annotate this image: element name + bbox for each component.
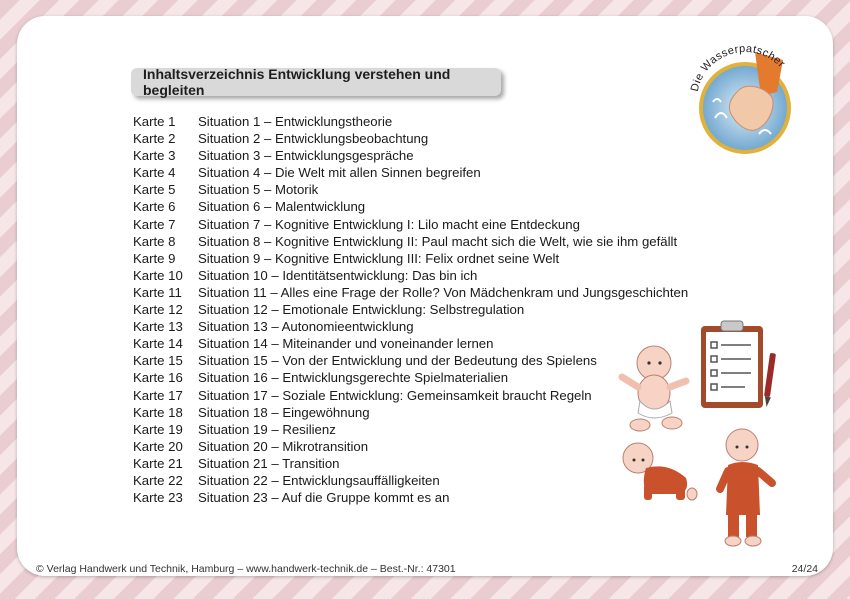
page-title bbox=[131, 68, 501, 96]
toc-situation-title: Situation 5 – Motorik bbox=[198, 182, 319, 198]
toc-situation-title: Situation 13 – Autonomieentwicklung bbox=[198, 319, 414, 335]
toc-situation-title: Situation 17 – Soziale Entwicklung: Gemeinsamkeit braucht Regeln bbox=[198, 387, 592, 403]
toc-entry bbox=[133, 147, 688, 164]
toc-karte-label: Karte 19 bbox=[133, 421, 183, 437]
toc-karte-label: Karte 22 bbox=[133, 472, 183, 488]
toc-entry bbox=[133, 113, 688, 130]
toddler-standing bbox=[712, 425, 778, 550]
toc-situation-title: Situation 18 – Eingewöhnung bbox=[198, 404, 370, 420]
toc-situation-title: Situation 19 – Resilienz bbox=[198, 421, 336, 437]
toc-karte-label: Karte 14 bbox=[133, 336, 183, 352]
toc-entry bbox=[133, 472, 688, 489]
toc-situation-title: Situation 23 – Auf die Gruppe kommt es an bbox=[198, 490, 450, 506]
wasserpatscher-logo bbox=[685, 30, 805, 155]
toc-entry bbox=[133, 404, 688, 421]
toc-entry bbox=[133, 164, 688, 181]
toc-karte-label: Karte 6 bbox=[133, 199, 176, 215]
page-number: 24/24 bbox=[791, 563, 818, 575]
toc-situation-title: Situation 20 – Mikrotransition bbox=[198, 438, 369, 454]
toc-entry bbox=[133, 198, 688, 215]
toc-entry bbox=[133, 267, 688, 284]
toc-situation-title: Situation 4 – Die Welt mit allen Sinnen begreifen bbox=[198, 165, 481, 181]
toc-situation-title: Situation 12 – Emotionale Entwicklung: Selbstregulation bbox=[198, 302, 525, 318]
toc-situation-title: Situation 14 – Miteinander und voneinander lernen bbox=[198, 336, 494, 352]
logo-text: Die Wasserpatscher bbox=[688, 42, 788, 93]
baby-crawling bbox=[620, 440, 698, 505]
toc-situation-title: Situation 6 – Malentwicklung bbox=[198, 199, 366, 215]
toc-karte-label: Karte 5 bbox=[133, 182, 176, 198]
toc-entry bbox=[133, 130, 688, 147]
toc-situation-title: Situation 1 – Entwicklungstheorie bbox=[198, 114, 393, 129]
page-title-text: Inhaltsverzeichnis Entwicklung verstehen und begleiten bbox=[143, 66, 451, 98]
toc-karte-label: Karte 15 bbox=[133, 353, 183, 369]
toc-karte-label: Karte 8 bbox=[133, 233, 176, 249]
toc-karte-label: Karte 2 bbox=[133, 131, 176, 147]
toc-entry bbox=[133, 318, 688, 335]
toc-entry bbox=[133, 387, 688, 404]
toc-karte-label: Karte 1 bbox=[133, 114, 176, 129]
toc-karte-label: Karte 23 bbox=[133, 490, 183, 506]
toc-entry bbox=[133, 250, 688, 267]
toc-situation-title: Situation 11 – Alles eine Frage der Rolle? Von Mädchenkram und Jungsgeschichten bbox=[198, 284, 689, 300]
toc-situation-title: Situation 2 – Entwicklungsbeobachtung bbox=[198, 131, 429, 147]
toc-karte-label: Karte 3 bbox=[133, 148, 176, 164]
toc-entry bbox=[133, 421, 688, 438]
footer-copyright: © Verlag Handwerk und Technik, Hamburg – www.handwerk-technik.de – Best.-Nr.: 47301 bbox=[36, 563, 456, 575]
toc-situation-title: Situation 22 – Entwicklungsauffälligkeiten bbox=[198, 472, 440, 488]
toc-entry bbox=[133, 301, 688, 318]
toc-situation-title: Situation 8 – Kognitive Entwicklung II: Paul macht sich die Welt, wie sie ihm gefällt bbox=[198, 233, 678, 249]
toc-situation-title: Situation 3 – Entwicklungsgespräche bbox=[198, 148, 414, 164]
table-of-contents bbox=[133, 113, 688, 506]
toc-entry bbox=[133, 216, 688, 233]
toc-entry bbox=[133, 181, 688, 198]
toc-entry bbox=[133, 233, 688, 250]
toc-entry bbox=[133, 438, 688, 455]
toc-situation-title: Situation 9 – Kognitive Entwicklung III: Felix ordnet seine Welt bbox=[198, 250, 560, 266]
toc-karte-label: Karte 11 bbox=[133, 284, 182, 300]
toc-situation-title: Situation 15 – Von der Entwicklung und der Bedeutung des Spielens bbox=[198, 353, 597, 369]
toc-entry bbox=[133, 369, 688, 386]
toc-entry bbox=[133, 489, 688, 506]
toc-entry bbox=[133, 335, 688, 352]
toc-karte-label: Karte 21 bbox=[133, 455, 183, 471]
toc-situation-title: Situation 7 – Kognitive Entwicklung I: Lilo macht eine Entdeckung bbox=[198, 216, 580, 232]
toc-situation-title: Situation 10 – Identitätsentwicklung: Das bin ich bbox=[198, 267, 478, 283]
toc-karte-label: Karte 12 bbox=[133, 302, 183, 318]
toc-situation-title: Situation 21 – Transition bbox=[198, 455, 340, 471]
toc-karte-label: Karte 4 bbox=[133, 165, 176, 181]
toc-karte-label: Karte 17 bbox=[133, 387, 183, 403]
toc-karte-label: Karte 13 bbox=[133, 319, 183, 335]
toc-karte-label: Karte 18 bbox=[133, 404, 183, 420]
toc-entry bbox=[133, 455, 688, 472]
toc-karte-label: Karte 16 bbox=[133, 370, 183, 386]
toc-entry bbox=[133, 352, 688, 369]
toc-karte-label: Karte 20 bbox=[133, 438, 183, 454]
toc-karte-label: Karte 7 bbox=[133, 216, 176, 232]
baby-sitting bbox=[618, 343, 693, 435]
toc-karte-label: Karte 10 bbox=[133, 267, 183, 283]
toc-entry bbox=[133, 284, 688, 301]
toc-karte-label: Karte 9 bbox=[133, 250, 176, 266]
clipboard-icon bbox=[695, 318, 785, 418]
toc-situation-title: Situation 16 – Entwicklungsgerechte Spielmaterialien bbox=[198, 370, 509, 386]
